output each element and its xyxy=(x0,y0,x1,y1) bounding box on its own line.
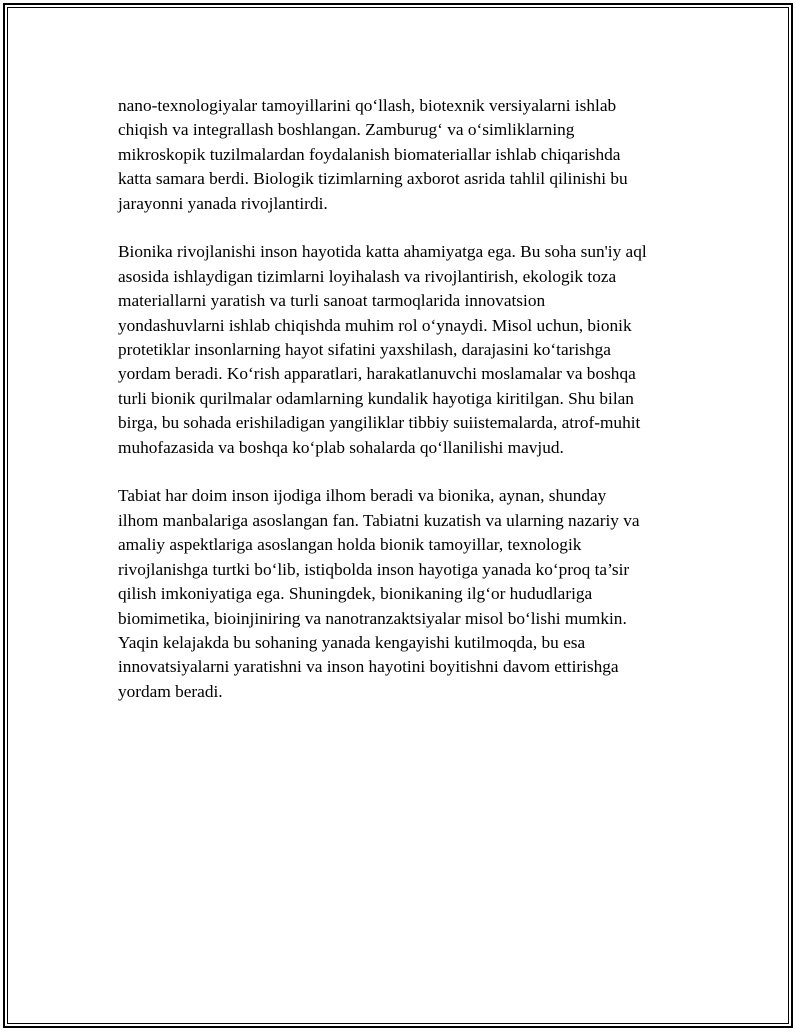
paragraph-line: innovatsiyalarni yaratishni va inson hayotini boyitishni davom ettirishga xyxy=(118,657,619,677)
paragraph-line: birga, bu sohada erishiladigan yangiliklar tibbiy suiistemalarda, atrof-muhit xyxy=(118,413,641,433)
paragraph-line: turli bionik qurilmalar odamlarning kundalik hayotiga kiritilgan. Shu bilan xyxy=(118,388,634,408)
paragraph-line: chiqish va integrallash boshlangan. Zamburug‘ va o‘simliklarning xyxy=(118,120,575,140)
paragraph-line: materiallarni yaratish va turli sanoat tarmoqlarida innovatsion xyxy=(118,291,546,311)
paragraph-line: yordam beradi. xyxy=(118,681,223,701)
paragraph-line: asosida ishlaydigan tizimlarni loyihalash va rivojlantirish, ekologik toza xyxy=(118,266,617,286)
paragraph-line: qilish imkoniyatiga ega. Shuningdek, bionikaning ilg‘or hududlariga xyxy=(118,584,593,604)
paragraph-line: katta samara berdi. Biologik tizimlarning axborot asrida tahlil qilinishi bu xyxy=(118,169,628,189)
paragraph-line: yordam beradi. Ko‘rish apparatlari, harakatlanuvchi moslamalar va boshqa xyxy=(118,364,636,384)
paragraph-line: protetiklar insonlarning hayot sifatini yaxshilash, darajasini ko‘tarishga xyxy=(118,340,611,360)
paragraph-line: ilhom manbalariga asoslangan fan. Tabiatni kuzatish va ularning nazariy va xyxy=(118,510,640,530)
paragraph-line: Bionika rivojlanishi inson hayotida katta ahamiyatga ega. Bu soha sun'iy aql xyxy=(118,242,647,262)
document-body xyxy=(118,94,698,729)
paragraph-1 xyxy=(118,94,698,216)
paragraph-line: yondashuvlarni ishlab chiqishda muhim rol o‘ynaydi. Misol uchun, bionik xyxy=(118,315,632,335)
paragraph-line: nano-texnologiyalar tamoyillarini qo‘llash, biotexnik versiyalarni ishlab xyxy=(118,96,617,115)
paragraph-line: amaliy aspektlariga asoslangan holda bionik tamoyillar, texnologik xyxy=(118,535,582,555)
paragraph-line: muhofazasida va boshqa ko‘plab sohalarda qo‘llanilishi mavjud. xyxy=(118,437,564,457)
paragraph-line: rivojlanishga turtki bo‘lib, istiqbolda inson hayotiga yanada ko‘proq ta’sir xyxy=(118,559,630,579)
paragraph-2 xyxy=(118,240,698,460)
paragraph-3 xyxy=(118,484,698,704)
paragraph-line: biomimetika, bioinjiniring va nanotranzaktsiyalar misol bo‘lishi mumkin. xyxy=(118,608,627,628)
paragraph-line: Yaqin kelajakda bu sohaning yanada kengayishi kutilmoqda, bu esa xyxy=(118,632,586,652)
paragraph-line: mikroskopik tuzilmalardan foydalanish biomateriallar ishlab chiqarishda xyxy=(118,144,621,164)
paragraph-line: jarayonni yanada rivojlantirdi. xyxy=(118,193,328,213)
paragraph-line: Tabiat har doim inson ijodiga ilhom beradi va bionika, aynan, shunday xyxy=(118,486,607,506)
